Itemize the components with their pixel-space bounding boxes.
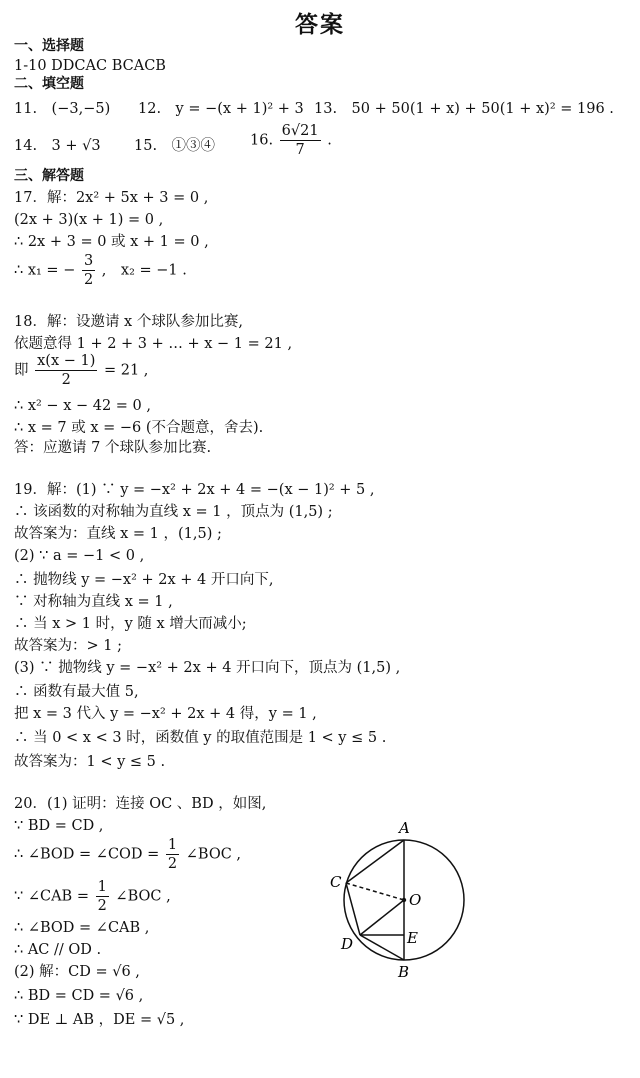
p20-line-4-post: ∠BOC , — [115, 888, 171, 905]
page-title: 答案 — [295, 12, 345, 38]
segment-od — [360, 900, 404, 935]
p20-line-1: 20．(1) 证明：连接 OC 、BD ，如图, — [14, 796, 267, 812]
fraction-numerator: 1 — [167, 837, 178, 853]
p18-line-1: 18．解：设邀请 x 个球队参加比赛, — [14, 314, 243, 330]
answer-14: 14. 3 + √3 — [14, 138, 101, 154]
p19-line-7: ∴ 当 x > 1 时，y 随 x 增大而减小; — [14, 616, 247, 632]
p18-line-3-post: = 21 , — [103, 362, 149, 379]
answer-13: 13. 50 + 50(1 + x) + 50(1 + x)² = 196 . — [314, 101, 614, 117]
section-solve-heading: 三、解答题 — [14, 168, 84, 184]
p20-line-6: ∴ AC // OD . — [14, 942, 102, 958]
fraction-denominator: 2 — [83, 272, 94, 288]
label-b: B — [398, 963, 410, 981]
p19-line-9: (3) ∵ 抛物线 y = −x² + 2x + 4 开口向下，顶点为 (1,5) , — [14, 660, 401, 676]
p17-fraction — [82, 252, 95, 289]
fraction-numerator: 1 — [97, 879, 107, 895]
p20-fraction-a — [166, 836, 179, 873]
center-point — [402, 898, 406, 902]
fraction-numerator: 3 — [83, 253, 94, 269]
p18-line-3-pre: 即 — [14, 362, 29, 379]
p20-line-8: ∴ BD = CD = √6 , — [14, 988, 144, 1004]
p20-line-2: ∵ BD = CD , — [14, 818, 104, 834]
p18-fraction — [35, 352, 97, 389]
label-e: E — [407, 929, 418, 947]
fraction-denominator: 2 — [167, 856, 178, 872]
fraction-denominator: 7 — [295, 142, 305, 158]
answer-16-tail: . — [327, 132, 332, 149]
p18-line-4: ∴ x² − x − 42 = 0 , — [14, 398, 151, 414]
label-a: A — [399, 819, 410, 837]
p17-line-4-post: , x₂ = −1 . — [101, 262, 187, 279]
answer-12: 12. y = −(x + 1)² + 3 — [138, 101, 304, 117]
answer-11: 11. (−3,−5) — [14, 101, 111, 117]
p17-line-4-pre: ∴ x₁ = − — [14, 262, 76, 279]
p18-line-6: 答：应邀请 7 个球队参加比赛. — [14, 440, 212, 456]
p17-line-3: ∴ 2x + 3 = 0 或 x + 1 = 0 , — [14, 234, 209, 250]
p19-line-12: ∴ 当 0 < x < 3 时，函数值 y 的取值范围是 1 < y ≤ 5 . — [14, 730, 387, 746]
chord-cd — [346, 883, 360, 935]
p19-line-10: ∴ 函数有最大值 5, — [14, 684, 139, 700]
p20-line-3-pre: ∴ ∠BOD = ∠COD = — [14, 846, 160, 863]
label-o: O — [409, 891, 422, 909]
p19-line-13: 故答案为：1 < y ≤ 5 . — [14, 754, 166, 770]
p18-line-3 — [14, 352, 148, 389]
p19-line-2: ∴ 该函数的对称轴为直线 x = 1 ，顶点为 (1,5) ; — [14, 504, 333, 520]
p19-line-1: 19．解：(1) ∵ y = −x² + 2x + 4 = −(x − 1)² + 5 , — [14, 482, 375, 498]
p18-line-5: ∴ x = 7 或 x = −6 (不合题意，舍去). — [14, 420, 264, 436]
fraction-numerator: 6√21 — [281, 123, 319, 139]
chord-ac — [346, 840, 404, 883]
p20-line-4 — [14, 878, 171, 915]
p17-line-1: 17．解：2x² + 5x + 3 = 0 , — [14, 190, 209, 206]
label-c: C — [330, 873, 342, 891]
p19-line-4: (2) ∵ a = −1 < 0 , — [14, 548, 145, 564]
fraction-denominator: 2 — [97, 898, 107, 914]
dashed-segment-oc — [346, 883, 404, 900]
answer-15: 15. ①③④ — [134, 138, 216, 154]
p19-line-11: 把 x = 3 代入 y = −x² + 2x + 4 得，y = 1 , — [14, 706, 317, 722]
section-choice-heading: 一、选择题 — [14, 38, 84, 54]
p19-line-5: ∴ 抛物线 y = −x² + 2x + 4 开口向下, — [14, 572, 274, 588]
p20-line-4-pre: ∵ ∠CAB = — [14, 888, 89, 905]
p17-line-4 — [14, 252, 187, 289]
p19-line-8: 故答案为：> 1 ; — [14, 638, 122, 654]
section-fill-heading: 二、填空题 — [14, 76, 84, 92]
fraction-numerator: x(x − 1) — [37, 353, 96, 369]
answer-16-label: 16. — [250, 132, 274, 149]
p20-line-9: ∵ DE ⊥ AB ，DE = √5 , — [14, 1012, 185, 1028]
p20-fraction-b — [96, 878, 109, 915]
fraction-denominator: 2 — [61, 372, 71, 388]
p19-line-6: ∵ 对称轴为直线 x = 1 , — [14, 594, 173, 610]
p20-line-7: (2) 解：CD = √6 , — [14, 964, 140, 980]
p20-line-3 — [14, 836, 241, 873]
p20-line-5: ∴ ∠BOD = ∠CAB , — [14, 920, 150, 936]
answer-16 — [250, 122, 332, 159]
p18-line-2: 依题意得 1 + 2 + 3 + … + x − 1 = 21 , — [14, 336, 293, 352]
p19-line-3: 故答案为：直线 x = 1 ，(1,5) ; — [14, 526, 222, 542]
p20-line-3-post: ∠BOC , — [185, 846, 242, 863]
p17-line-2: (2x + 3)(x + 1) = 0 , — [14, 212, 164, 228]
answer-16-fraction — [280, 122, 321, 159]
circle-geometry-figure — [320, 815, 480, 985]
choice-answers: 1-10 DDCAC BCACB — [14, 58, 166, 74]
label-d: D — [341, 935, 354, 953]
